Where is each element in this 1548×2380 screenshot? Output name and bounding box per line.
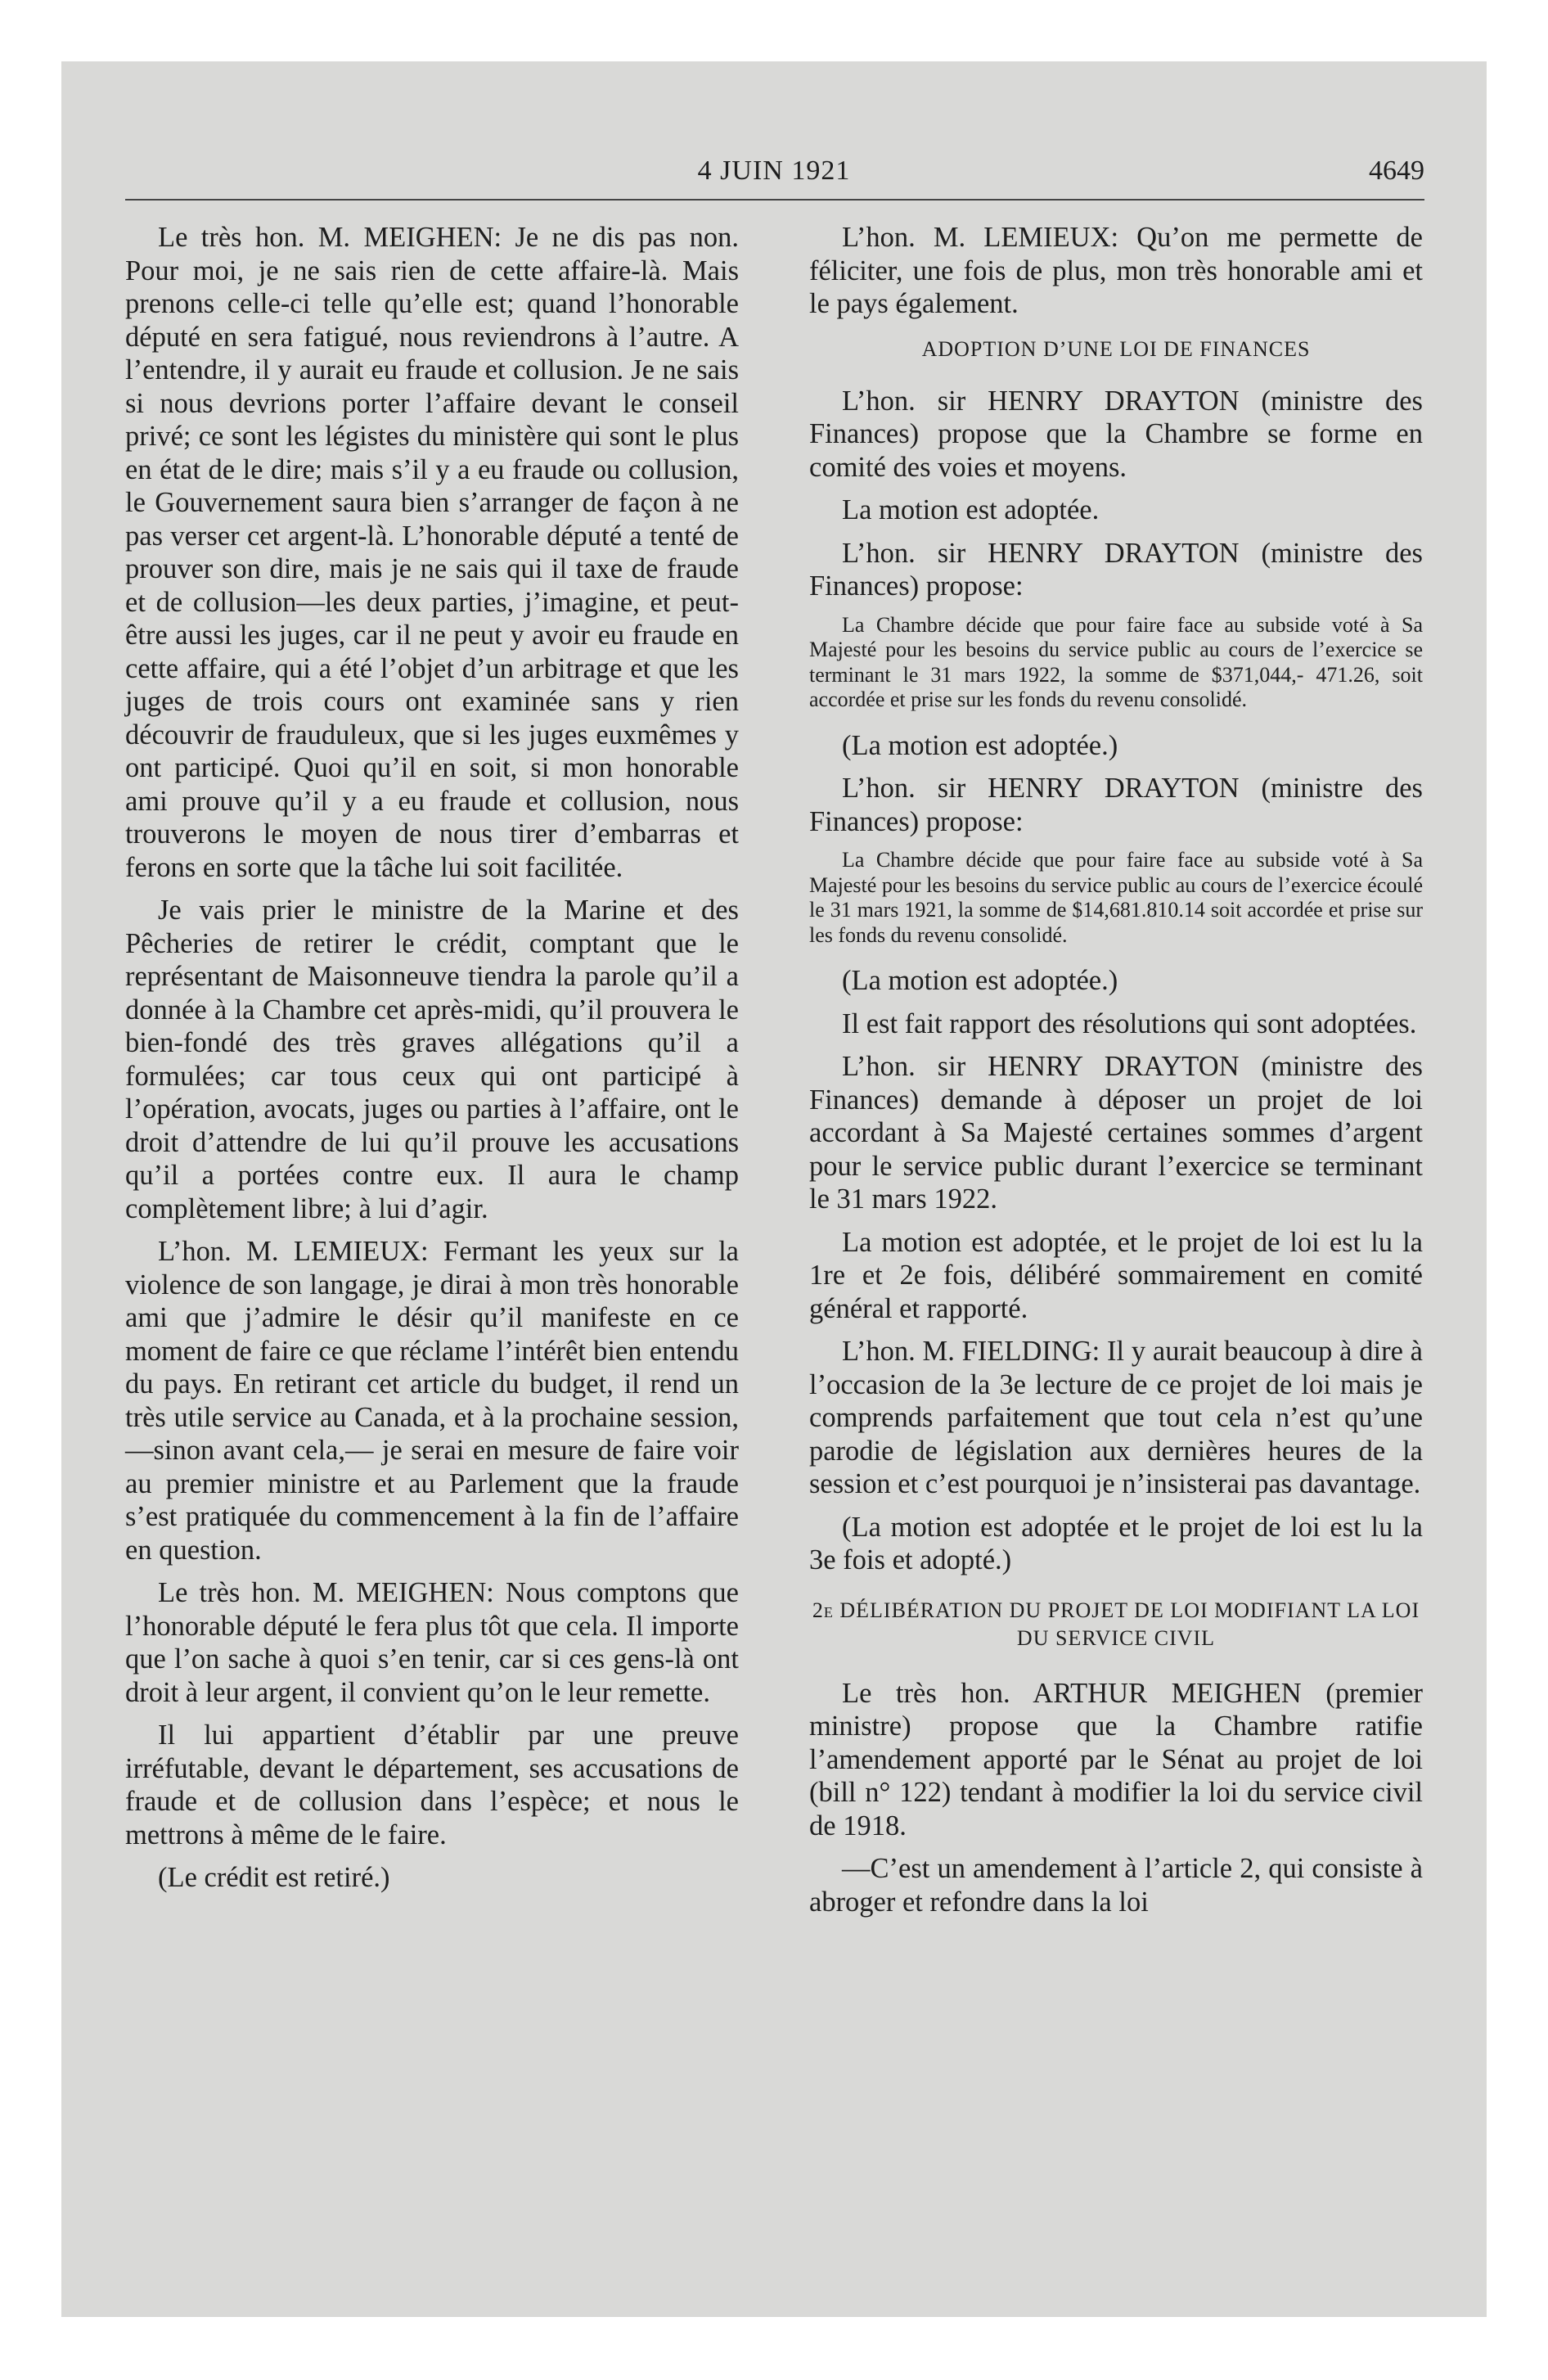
paragraph: L’hon. sir HENRY DRAYTON (ministre des Finances) demande à déposer un projet de loi accordant à Sa Majesté certaines sommes d’argent pour le service public durant l’exercice se terminant le 31 mars 1922. [809, 1051, 1423, 1215]
paragraph: L’hon. M. FIELDING: Il y aurait beaucoup à dire à l’occasion de la 3e lecture de ce projet de loi mais je comprends parfaitement que tout cela n’est qu’une parodie de législation aux dernières heures de la session et c’est pourquoi je n’insisterai pas davantage. [809, 1336, 1423, 1499]
paragraph: L’hon. sir HENRY DRAYTON (ministre des Finances) propose: [809, 537, 1423, 602]
paragraph: La motion est adoptée, et le projet de loi est lu la 1re et 2e fois, délibéré sommairement en comité général et rapporté. [809, 1226, 1423, 1324]
section-heading: ADOPTION D’UNE LOI DE FINANCES [921, 336, 1311, 361]
paragraph: (La motion est adoptée.) [842, 729, 1118, 761]
header-rule [125, 199, 1424, 201]
resolution-text: La Chambre décide que pour faire face au subside voté à Sa Majesté pour les besoins du service public au cours de l’exercice se terminant le 31 mars 1922, la somme de $371,044,- 471.26, soit accordée et prise sur les fonds du revenu consolidé. [809, 612, 1423, 711]
resolution-text: La Chambre décide que pour faire face au subside voté à Sa Majesté pour les besoins du service public au cours de l’exercice écoulé le 31 mars 1921, la somme de $14,681.810.14 soit accordée et prise sur les fonds du revenu consolidé. [809, 848, 1423, 947]
paragraph: L’hon. M. LEMIEUX: Qu’on me permette de féliciter, une fois de plus, mon très honorable ami et le pays également. [809, 222, 1423, 319]
header-date: 4 JUIN 1921 [697, 156, 851, 186]
scanned-page [61, 61, 1487, 2317]
paragraph: Il lui appartient d’établir par une preuve irréfutable, devant le département, ses accusations de fraude et de collusion dans l’espèce; et nous le mettrons à même de le faire. [125, 1720, 739, 1850]
paragraph: (Le crédit est retiré.) [158, 1862, 390, 1893]
paragraph: Il est fait rapport des résolutions qui sont adoptées. [842, 1007, 1417, 1039]
paragraph: L’hon. sir HENRY DRAYTON (ministre des Finances) propose que la Chambre se forme en comité des voies et moyens. [809, 385, 1423, 483]
paragraph: (La motion est adoptée.) [842, 965, 1118, 996]
paragraph: Je vais prier le ministre de la Marine et des Pêcheries de retirer le crédit, comptant que le représentant de Maisonneuve tiendra la parole qu’il a donnée à la Chambre cet après-midi, qu’il prouvera le bien-fondé des très graves allégations qu’il a formulées; car tous ceux qui ont participé à l’opération, avocats, juges ou parties à l’affaire, ont le droit d’attendre de lui qu’il prouve les accusations qu’il a portées contre eux. Il aura le champ complètement libre; à lui d’agir. [125, 895, 739, 1224]
paragraph: Le très hon. ARTHUR MEIGHEN (premier ministre) propose que la Chambre ratifie l’amendement apporté par le Sénat au projet de loi (bill n° 122) tendant à modifier la loi du service civil de 1918. [809, 1677, 1423, 1841]
paragraph: Le très hon. M. MEIGHEN: Je ne dis pas non. Pour moi, je ne sais rien de cette affaire-là. Mais prenons celle-ci telle qu’elle est; quand l’honorable député en sera fatigué, nous reviendrons à l’autre. A l’entendre, il y aurait eu fraude et collusion. Je ne sais si nous devrions porter l’affaire devant le conseil privé; ce sont les légistes du ministère qui sont le plus en état de le dire; mais s’il y a eu fraude ou collusion, le Gouvernement saura bien s’arranger de façon à ne pas verser cet argent-là. L’honorable député a tenté de prouver son dire, mais je ne sais qui il taxe de fraude et de collusion—les deux parties, j’imagine, et peut-être aussi les juges, car il ne peut y avoir eu fraude en cette affaire, qui a été l’objet d’un arbitrage et que les juges de trois cours ont examinée sans y rien découvrir de frauduleux, que si les juges euxmêmes y ont participé. Quoi qu’il en soit, si mon honorable ami prouve qu’il y a eu fraude et collusion, nous trouverons le moyen de nous tirer d’embarras et ferons en sorte que la tâche lui soit facilitée. [125, 222, 739, 883]
paragraph: L’hon. sir HENRY DRAYTON (ministre des Finances) propose: [809, 773, 1423, 837]
right-column [809, 221, 1423, 1928]
left-column [125, 221, 739, 1904]
paragraph: —C’est un amendement à l’article 2, qui consiste à abroger et refondre dans la loi [809, 1853, 1423, 1918]
paragraph: (La motion est adoptée et le projet de loi est lu la 3e fois et adopté.) [809, 1511, 1423, 1575]
section-heading: 2e DÉLIBÉRATION DU PROJET DE LOI MODIFIANT LA LOI DU SERVICE CIVIL [812, 1598, 1420, 1650]
page-number: 4649 [1369, 156, 1424, 186]
paragraph: La motion est adoptée. [842, 494, 1100, 525]
paragraph: L’hon. M. LEMIEUX: Fermant les yeux sur la violence de son langage, je dirai à mon très honorable ami que j’admire le désir qu’il manifeste en ce moment de faire ce que réclame l’intérêt bien entendu du pays. En retirant cet article du budget, il rend un très utile service au Canada, et à la prochaine session,—sinon avant cela,— je serai en mesure de faire voir au premier ministre et au Parlement que la fraude s’est pratiquée du commencement à la fin de l’affaire en question. [125, 1236, 739, 1566]
paragraph: Le très hon. M. MEIGHEN: Nous comptons que l’honorable député le fera plus tôt que cela. Il importe que l’on sache à quoi s’en tenir, car si ces gens-là ont droit à leur argent, il convient qu’on le leur remette. [125, 1577, 739, 1708]
